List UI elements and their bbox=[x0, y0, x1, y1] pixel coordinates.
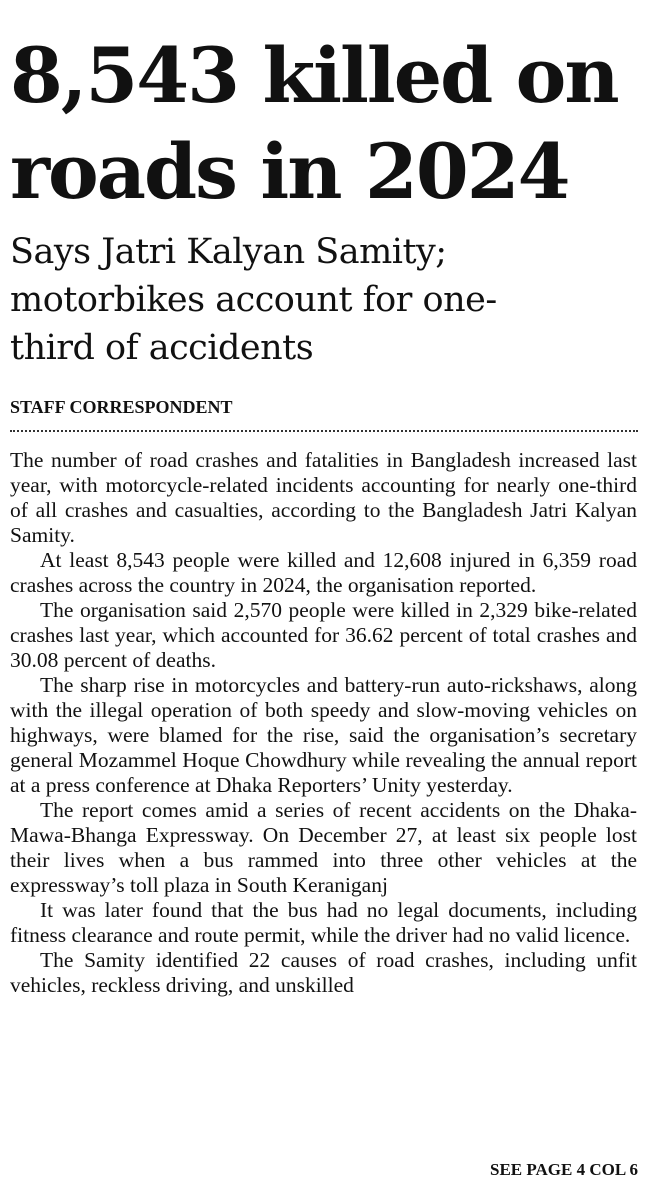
headline bbox=[10, 28, 645, 220]
body-paragraph-5: The report comes amid a series of recent accidents on the Dhaka-Mawa-Bhanga Expressway. On December 27, at least six people lost their lives when a bus rammed into three other vehicles at the expressway’s toll plaza in South Keraniganj bbox=[10, 798, 637, 897]
body-paragraph-2: At least 8,543 people were killed and 12,608 injured in 6,359 road crashes across the country in 2024, the organisation reported. bbox=[10, 548, 637, 597]
body-paragraph-3: The organisation said 2,570 people were killed in 2,329 bike-related crashes last year, which accounted for 36.62 percent of total crashes and 30.08 percent of deaths. bbox=[10, 598, 637, 672]
subheadline bbox=[10, 228, 640, 372]
subhead-line-2: motorbikes account for one- bbox=[10, 280, 497, 320]
subhead-line-1: Says Jatri Kalyan Samity; bbox=[10, 232, 447, 272]
body-paragraph-6: It was later found that the bus had no legal documents, including fitness clearance and route permit, while the driver had no valid licence. bbox=[10, 898, 637, 947]
dotted-divider bbox=[10, 430, 638, 432]
subhead-line-3: third of accidents bbox=[10, 328, 314, 368]
byline: STAFF CORRESPONDENT bbox=[10, 397, 233, 417]
body-paragraph-1: The number of road crashes and fatalities in Bangladesh increased last year, with motorcycle-related incidents accounting for nearly one-third of all crashes and casualties, according to the Bangladesh Jatri Kalyan Samity. bbox=[10, 448, 637, 547]
body-paragraph-4: The sharp rise in motorcycles and battery-run auto-rickshaws, along with the illegal operation of both speedy and slow-moving vehicles on highways, were blamed for the rise, said the organisation’s secretary general Mozammel Hoque Chowdhury while revealing the annual report at a press conference at Dhaka Reporters’ Unity yesterday. bbox=[10, 673, 637, 797]
article-body bbox=[10, 448, 637, 998]
headline-line-1: 8,543 killed on bbox=[10, 31, 618, 120]
continuation-jump-line: SEE PAGE 4 COL 6 bbox=[490, 1160, 638, 1179]
body-paragraph-7: The Samity identified 22 causes of road crashes, including unfit vehicles, reckless driving, and unskilled bbox=[10, 948, 637, 997]
headline-line-2: roads in 2024 bbox=[10, 127, 569, 216]
